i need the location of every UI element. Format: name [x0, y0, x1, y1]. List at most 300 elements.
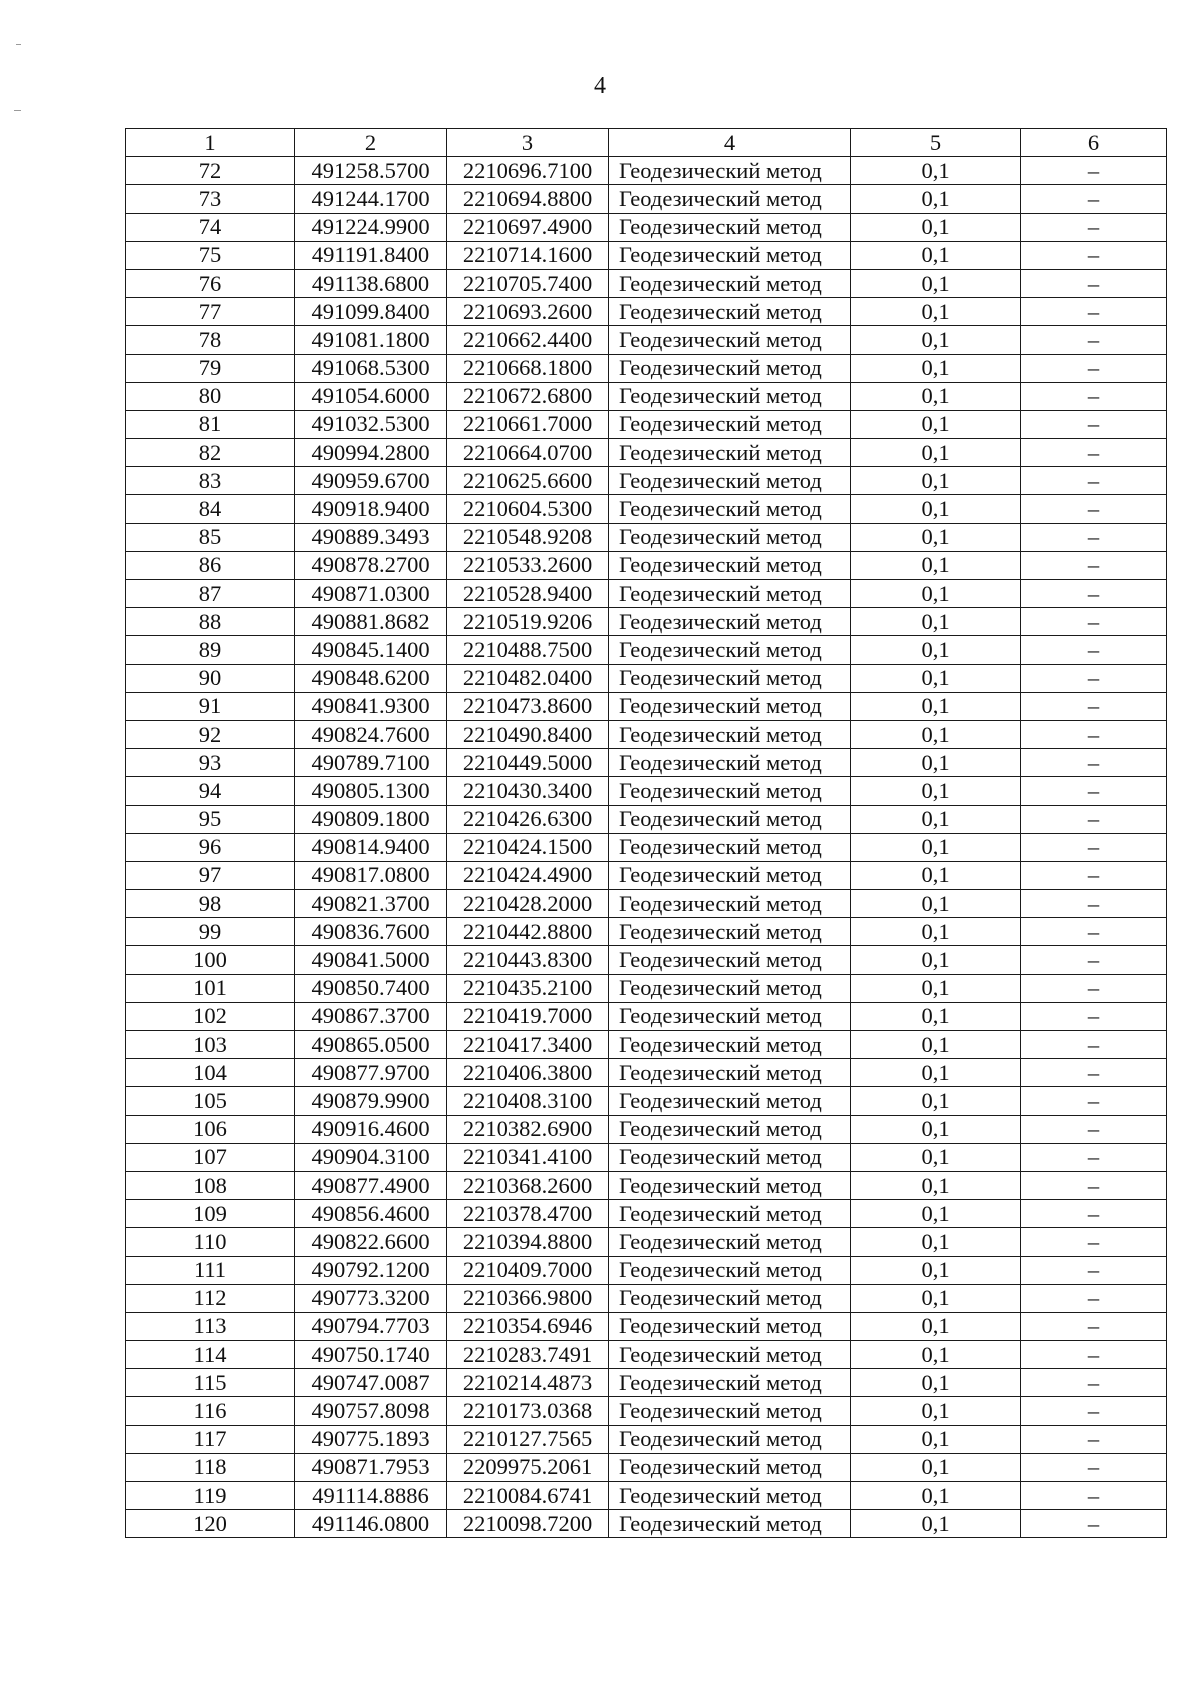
method-cell: Геодезический метод [609, 1397, 851, 1425]
table-row [126, 1369, 1167, 1397]
accuracy-cell: 0,1 [851, 1171, 1021, 1199]
y-coordinate-cell: 2210694.8800 [447, 185, 609, 213]
description-cell: – [1021, 382, 1167, 410]
y-coordinate-cell: 2210424.1500 [447, 833, 609, 861]
table-row [126, 185, 1167, 213]
method-cell: Геодезический метод [609, 1453, 851, 1481]
y-coordinate-cell: 2210697.4900 [447, 213, 609, 241]
x-coordinate-cell: 490871.7953 [295, 1453, 447, 1481]
y-coordinate-cell: 2210424.4900 [447, 861, 609, 889]
method-cell: Геодезический метод [609, 326, 851, 354]
point-number-cell: 120 [126, 1510, 295, 1538]
method-cell: Геодезический метод [609, 1002, 851, 1030]
y-coordinate-cell: 2210426.6300 [447, 805, 609, 833]
x-coordinate-cell: 491224.9900 [295, 213, 447, 241]
y-coordinate-cell: 2210394.8800 [447, 1228, 609, 1256]
y-coordinate-cell: 2210548.9208 [447, 523, 609, 551]
accuracy-cell: 0,1 [851, 1002, 1021, 1030]
description-cell: – [1021, 1059, 1167, 1087]
accuracy-cell: 0,1 [851, 495, 1021, 523]
accuracy-cell: 0,1 [851, 918, 1021, 946]
description-cell: – [1021, 213, 1167, 241]
x-coordinate-cell: 490814.9400 [295, 833, 447, 861]
y-coordinate-cell: 2210409.7000 [447, 1256, 609, 1284]
x-coordinate-cell: 490889.3493 [295, 523, 447, 551]
y-coordinate-cell: 2210417.3400 [447, 1031, 609, 1059]
table-row [126, 890, 1167, 918]
description-cell: – [1021, 298, 1167, 326]
x-coordinate-cell: 490850.7400 [295, 974, 447, 1002]
description-cell: – [1021, 1200, 1167, 1228]
table-row [126, 861, 1167, 889]
y-coordinate-cell: 2210084.6741 [447, 1482, 609, 1510]
method-cell: Геодезический метод [609, 551, 851, 579]
point-number-cell: 114 [126, 1341, 295, 1369]
table-row [126, 636, 1167, 664]
x-coordinate-cell: 490865.0500 [295, 1031, 447, 1059]
method-cell: Геодезический метод [609, 1087, 851, 1115]
description-cell: – [1021, 833, 1167, 861]
table-row [126, 1256, 1167, 1284]
description-cell: – [1021, 1312, 1167, 1340]
accuracy-cell: 0,1 [851, 777, 1021, 805]
description-cell: – [1021, 861, 1167, 889]
point-number-cell: 112 [126, 1284, 295, 1312]
table-body [126, 157, 1167, 1538]
method-cell: Геодезический метод [609, 946, 851, 974]
x-coordinate-cell: 490871.0300 [295, 580, 447, 608]
y-coordinate-cell: 2210341.4100 [447, 1143, 609, 1171]
accuracy-cell: 0,1 [851, 1369, 1021, 1397]
table-row [126, 1200, 1167, 1228]
method-cell: Геодезический метод [609, 410, 851, 438]
point-number-cell: 90 [126, 664, 295, 692]
description-cell: – [1021, 326, 1167, 354]
table-row [126, 580, 1167, 608]
accuracy-cell: 0,1 [851, 551, 1021, 579]
accuracy-cell: 0,1 [851, 664, 1021, 692]
point-number-cell: 76 [126, 269, 295, 297]
x-coordinate-cell: 490904.3100 [295, 1143, 447, 1171]
table-row [126, 551, 1167, 579]
description-cell: – [1021, 1510, 1167, 1538]
method-cell: Геодезический метод [609, 861, 851, 889]
x-coordinate-cell: 490916.4600 [295, 1115, 447, 1143]
table-row [126, 1284, 1167, 1312]
table-row [126, 974, 1167, 1002]
y-coordinate-cell: 2210098.7200 [447, 1510, 609, 1538]
point-number-cell: 104 [126, 1059, 295, 1087]
point-number-cell: 109 [126, 1200, 295, 1228]
method-cell: Геодезический метод [609, 1312, 851, 1340]
table-row [126, 805, 1167, 833]
method-cell: Геодезический метод [609, 580, 851, 608]
description-cell: – [1021, 185, 1167, 213]
y-coordinate-cell: 2210449.5000 [447, 749, 609, 777]
description-cell: – [1021, 777, 1167, 805]
y-coordinate-cell: 2210428.2000 [447, 890, 609, 918]
description-cell: – [1021, 1453, 1167, 1481]
description-cell: – [1021, 1171, 1167, 1199]
x-coordinate-cell: 491146.0800 [295, 1510, 447, 1538]
method-cell: Геодезический метод [609, 354, 851, 382]
description-cell: – [1021, 664, 1167, 692]
accuracy-cell: 0,1 [851, 1115, 1021, 1143]
point-number-cell: 79 [126, 354, 295, 382]
accuracy-cell: 0,1 [851, 467, 1021, 495]
description-cell: – [1021, 551, 1167, 579]
accuracy-cell: 0,1 [851, 1510, 1021, 1538]
accuracy-cell: 0,1 [851, 1031, 1021, 1059]
point-number-cell: 103 [126, 1031, 295, 1059]
x-coordinate-cell: 490918.9400 [295, 495, 447, 523]
accuracy-cell: 0,1 [851, 1200, 1021, 1228]
x-coordinate-cell: 491138.6800 [295, 269, 447, 297]
table-row [126, 1031, 1167, 1059]
x-coordinate-cell: 490841.9300 [295, 692, 447, 720]
table-row [126, 439, 1167, 467]
x-coordinate-cell: 490881.8682 [295, 608, 447, 636]
method-cell: Геодезический метод [609, 1031, 851, 1059]
point-number-cell: 81 [126, 410, 295, 438]
accuracy-cell: 0,1 [851, 1482, 1021, 1510]
table-row [126, 1143, 1167, 1171]
scan-speck [14, 110, 21, 111]
point-number-cell: 100 [126, 946, 295, 974]
accuracy-cell: 0,1 [851, 1284, 1021, 1312]
accuracy-cell: 0,1 [851, 1059, 1021, 1087]
y-coordinate-cell: 2210672.6800 [447, 382, 609, 410]
description-cell: – [1021, 1256, 1167, 1284]
description-cell: – [1021, 749, 1167, 777]
point-number-cell: 102 [126, 1002, 295, 1030]
x-coordinate-cell: 490994.2800 [295, 439, 447, 467]
description-cell: – [1021, 720, 1167, 748]
description-cell: – [1021, 1341, 1167, 1369]
y-coordinate-cell: 2210366.9800 [447, 1284, 609, 1312]
method-cell: Геодезический метод [609, 777, 851, 805]
table-row [126, 326, 1167, 354]
table-row [126, 1453, 1167, 1481]
x-coordinate-cell: 491099.8400 [295, 298, 447, 326]
table-row [126, 1002, 1167, 1030]
accuracy-cell: 0,1 [851, 523, 1021, 551]
method-cell: Геодезический метод [609, 1510, 851, 1538]
x-coordinate-cell: 490848.6200 [295, 664, 447, 692]
y-coordinate-cell: 2210283.7491 [447, 1341, 609, 1369]
accuracy-cell: 0,1 [851, 269, 1021, 297]
accuracy-cell: 0,1 [851, 1341, 1021, 1369]
accuracy-cell: 0,1 [851, 439, 1021, 467]
y-coordinate-cell: 2210473.8600 [447, 692, 609, 720]
point-number-cell: 98 [126, 890, 295, 918]
table-row [126, 241, 1167, 269]
table-row [126, 1482, 1167, 1510]
method-cell: Геодезический метод [609, 805, 851, 833]
x-coordinate-cell: 490878.2700 [295, 551, 447, 579]
x-coordinate-cell: 490877.4900 [295, 1171, 447, 1199]
y-coordinate-cell: 2210693.2600 [447, 298, 609, 326]
column-header: 2 [295, 129, 447, 157]
method-cell: Геодезический метод [609, 720, 851, 748]
y-coordinate-cell: 2210378.4700 [447, 1200, 609, 1228]
description-cell: – [1021, 918, 1167, 946]
y-coordinate-cell: 2210354.6946 [447, 1312, 609, 1340]
table-row [126, 523, 1167, 551]
method-cell: Геодезический метод [609, 664, 851, 692]
y-coordinate-cell: 2210604.5300 [447, 495, 609, 523]
table-row [126, 269, 1167, 297]
accuracy-cell: 0,1 [851, 1312, 1021, 1340]
x-coordinate-cell: 491068.5300 [295, 354, 447, 382]
point-number-cell: 110 [126, 1228, 295, 1256]
column-header: 6 [1021, 129, 1167, 157]
x-coordinate-cell: 490809.1800 [295, 805, 447, 833]
description-cell: – [1021, 636, 1167, 664]
accuracy-cell: 0,1 [851, 326, 1021, 354]
column-header: 1 [126, 129, 295, 157]
method-cell: Геодезический метод [609, 749, 851, 777]
accuracy-cell: 0,1 [851, 974, 1021, 1002]
y-coordinate-cell: 2210662.4400 [447, 326, 609, 354]
column-header: 4 [609, 129, 851, 157]
table-row [126, 1510, 1167, 1538]
point-number-cell: 73 [126, 185, 295, 213]
point-number-cell: 95 [126, 805, 295, 833]
method-cell: Геодезический метод [609, 1228, 851, 1256]
point-number-cell: 111 [126, 1256, 295, 1284]
method-cell: Геодезический метод [609, 1200, 851, 1228]
point-number-cell: 108 [126, 1171, 295, 1199]
point-number-cell: 80 [126, 382, 295, 410]
method-cell: Геодезический метод [609, 1256, 851, 1284]
accuracy-cell: 0,1 [851, 946, 1021, 974]
accuracy-cell: 0,1 [851, 1425, 1021, 1453]
point-number-cell: 118 [126, 1453, 295, 1481]
method-cell: Геодезический метод [609, 974, 851, 1002]
method-cell: Геодезический метод [609, 382, 851, 410]
description-cell: – [1021, 1087, 1167, 1115]
description-cell: – [1021, 1397, 1167, 1425]
description-cell: – [1021, 1031, 1167, 1059]
y-coordinate-cell: 2210406.3800 [447, 1059, 609, 1087]
y-coordinate-cell: 2210443.8300 [447, 946, 609, 974]
method-cell: Геодезический метод [609, 890, 851, 918]
accuracy-cell: 0,1 [851, 1143, 1021, 1171]
y-coordinate-cell: 2209975.2061 [447, 1453, 609, 1481]
point-number-cell: 96 [126, 833, 295, 861]
y-coordinate-cell: 2210661.7000 [447, 410, 609, 438]
point-number-cell: 89 [126, 636, 295, 664]
coordinates-table [125, 128, 1167, 1538]
y-coordinate-cell: 2210408.3100 [447, 1087, 609, 1115]
x-coordinate-cell: 490775.1893 [295, 1425, 447, 1453]
accuracy-cell: 0,1 [851, 833, 1021, 861]
point-number-cell: 84 [126, 495, 295, 523]
y-coordinate-cell: 2210419.7000 [447, 1002, 609, 1030]
description-cell: – [1021, 269, 1167, 297]
point-number-cell: 115 [126, 1369, 295, 1397]
x-coordinate-cell: 490773.3200 [295, 1284, 447, 1312]
accuracy-cell: 0,1 [851, 861, 1021, 889]
accuracy-cell: 0,1 [851, 354, 1021, 382]
method-cell: Геодезический метод [609, 1369, 851, 1397]
point-number-cell: 77 [126, 298, 295, 326]
y-coordinate-cell: 2210705.7400 [447, 269, 609, 297]
y-coordinate-cell: 2210519.9206 [447, 608, 609, 636]
x-coordinate-cell: 490845.1400 [295, 636, 447, 664]
table-row [126, 692, 1167, 720]
method-cell: Геодезический метод [609, 185, 851, 213]
x-coordinate-cell: 490867.3700 [295, 1002, 447, 1030]
point-number-cell: 113 [126, 1312, 295, 1340]
accuracy-cell: 0,1 [851, 382, 1021, 410]
x-coordinate-cell: 490792.1200 [295, 1256, 447, 1284]
point-number-cell: 116 [126, 1397, 295, 1425]
description-cell: – [1021, 974, 1167, 1002]
table-row [126, 157, 1167, 185]
description-cell: – [1021, 580, 1167, 608]
method-cell: Геодезический метод [609, 467, 851, 495]
description-cell: – [1021, 467, 1167, 495]
y-coordinate-cell: 2210714.1600 [447, 241, 609, 269]
x-coordinate-cell: 490822.6600 [295, 1228, 447, 1256]
accuracy-cell: 0,1 [851, 1256, 1021, 1284]
y-coordinate-cell: 2210696.7100 [447, 157, 609, 185]
table-row [126, 1115, 1167, 1143]
x-coordinate-cell: 490817.0800 [295, 861, 447, 889]
method-cell: Геодезический метод [609, 241, 851, 269]
description-cell: – [1021, 805, 1167, 833]
method-cell: Геодезический метод [609, 495, 851, 523]
point-number-cell: 83 [126, 467, 295, 495]
accuracy-cell: 0,1 [851, 410, 1021, 438]
y-coordinate-cell: 2210490.8400 [447, 720, 609, 748]
accuracy-cell: 0,1 [851, 608, 1021, 636]
accuracy-cell: 0,1 [851, 749, 1021, 777]
method-cell: Геодезический метод [609, 1284, 851, 1312]
accuracy-cell: 0,1 [851, 692, 1021, 720]
y-coordinate-cell: 2210368.2600 [447, 1171, 609, 1199]
point-number-cell: 99 [126, 918, 295, 946]
y-coordinate-cell: 2210488.7500 [447, 636, 609, 664]
description-cell: – [1021, 241, 1167, 269]
method-cell: Геодезический метод [609, 269, 851, 297]
y-coordinate-cell: 2210435.2100 [447, 974, 609, 1002]
point-number-cell: 74 [126, 213, 295, 241]
table-row [126, 1425, 1167, 1453]
point-number-cell: 101 [126, 974, 295, 1002]
x-coordinate-cell: 490824.7600 [295, 720, 447, 748]
y-coordinate-cell: 2210173.0368 [447, 1397, 609, 1425]
x-coordinate-cell: 490794.7703 [295, 1312, 447, 1340]
y-coordinate-cell: 2210482.0400 [447, 664, 609, 692]
scan-speck [16, 44, 21, 45]
y-coordinate-cell: 2210127.7565 [447, 1425, 609, 1453]
point-number-cell: 106 [126, 1115, 295, 1143]
table-row [126, 1312, 1167, 1340]
x-coordinate-cell: 490959.6700 [295, 467, 447, 495]
method-cell: Геодезический метод [609, 1115, 851, 1143]
y-coordinate-cell: 2210528.9400 [447, 580, 609, 608]
point-number-cell: 92 [126, 720, 295, 748]
table-row [126, 749, 1167, 777]
table-row [126, 1059, 1167, 1087]
x-coordinate-cell: 491032.5300 [295, 410, 447, 438]
method-cell: Геодезический метод [609, 213, 851, 241]
x-coordinate-cell: 491191.8400 [295, 241, 447, 269]
accuracy-cell: 0,1 [851, 185, 1021, 213]
y-coordinate-cell: 2210668.1800 [447, 354, 609, 382]
table-row [126, 382, 1167, 410]
method-cell: Геодезический метод [609, 1341, 851, 1369]
accuracy-cell: 0,1 [851, 213, 1021, 241]
method-cell: Геодезический метод [609, 298, 851, 326]
column-header: 3 [447, 129, 609, 157]
point-number-cell: 119 [126, 1482, 295, 1510]
point-number-cell: 87 [126, 580, 295, 608]
x-coordinate-cell: 490879.9900 [295, 1087, 447, 1115]
table-row [126, 213, 1167, 241]
point-number-cell: 72 [126, 157, 295, 185]
accuracy-cell: 0,1 [851, 1228, 1021, 1256]
table-row [126, 298, 1167, 326]
description-cell: – [1021, 1284, 1167, 1312]
point-number-cell: 75 [126, 241, 295, 269]
method-cell: Геодезический метод [609, 1425, 851, 1453]
point-number-cell: 91 [126, 692, 295, 720]
accuracy-cell: 0,1 [851, 890, 1021, 918]
x-coordinate-cell: 491114.8886 [295, 1482, 447, 1510]
accuracy-cell: 0,1 [851, 241, 1021, 269]
description-cell: – [1021, 608, 1167, 636]
x-coordinate-cell: 490856.4600 [295, 1200, 447, 1228]
accuracy-cell: 0,1 [851, 1087, 1021, 1115]
x-coordinate-cell: 490747.0087 [295, 1369, 447, 1397]
point-number-cell: 97 [126, 861, 295, 889]
description-cell: – [1021, 157, 1167, 185]
x-coordinate-cell: 490821.3700 [295, 890, 447, 918]
y-coordinate-cell: 2210625.6600 [447, 467, 609, 495]
table-row [126, 1341, 1167, 1369]
description-cell: – [1021, 1143, 1167, 1171]
x-coordinate-cell: 490805.1300 [295, 777, 447, 805]
description-cell: – [1021, 410, 1167, 438]
table-row [126, 664, 1167, 692]
x-coordinate-cell: 490757.8098 [295, 1397, 447, 1425]
y-coordinate-cell: 2210442.8800 [447, 918, 609, 946]
description-cell: – [1021, 523, 1167, 551]
description-cell: – [1021, 1482, 1167, 1510]
table-row [126, 833, 1167, 861]
table-row [126, 946, 1167, 974]
point-number-cell: 94 [126, 777, 295, 805]
table-row [126, 467, 1167, 495]
x-coordinate-cell: 491244.1700 [295, 185, 447, 213]
point-number-cell: 88 [126, 608, 295, 636]
description-cell: – [1021, 1425, 1167, 1453]
method-cell: Геодезический метод [609, 1482, 851, 1510]
table-row [126, 1228, 1167, 1256]
method-cell: Геодезический метод [609, 918, 851, 946]
table-row [126, 918, 1167, 946]
method-cell: Геодезический метод [609, 636, 851, 664]
accuracy-cell: 0,1 [851, 580, 1021, 608]
accuracy-cell: 0,1 [851, 805, 1021, 833]
y-coordinate-cell: 2210382.6900 [447, 1115, 609, 1143]
x-coordinate-cell: 490841.5000 [295, 946, 447, 974]
x-coordinate-cell: 490750.1740 [295, 1341, 447, 1369]
